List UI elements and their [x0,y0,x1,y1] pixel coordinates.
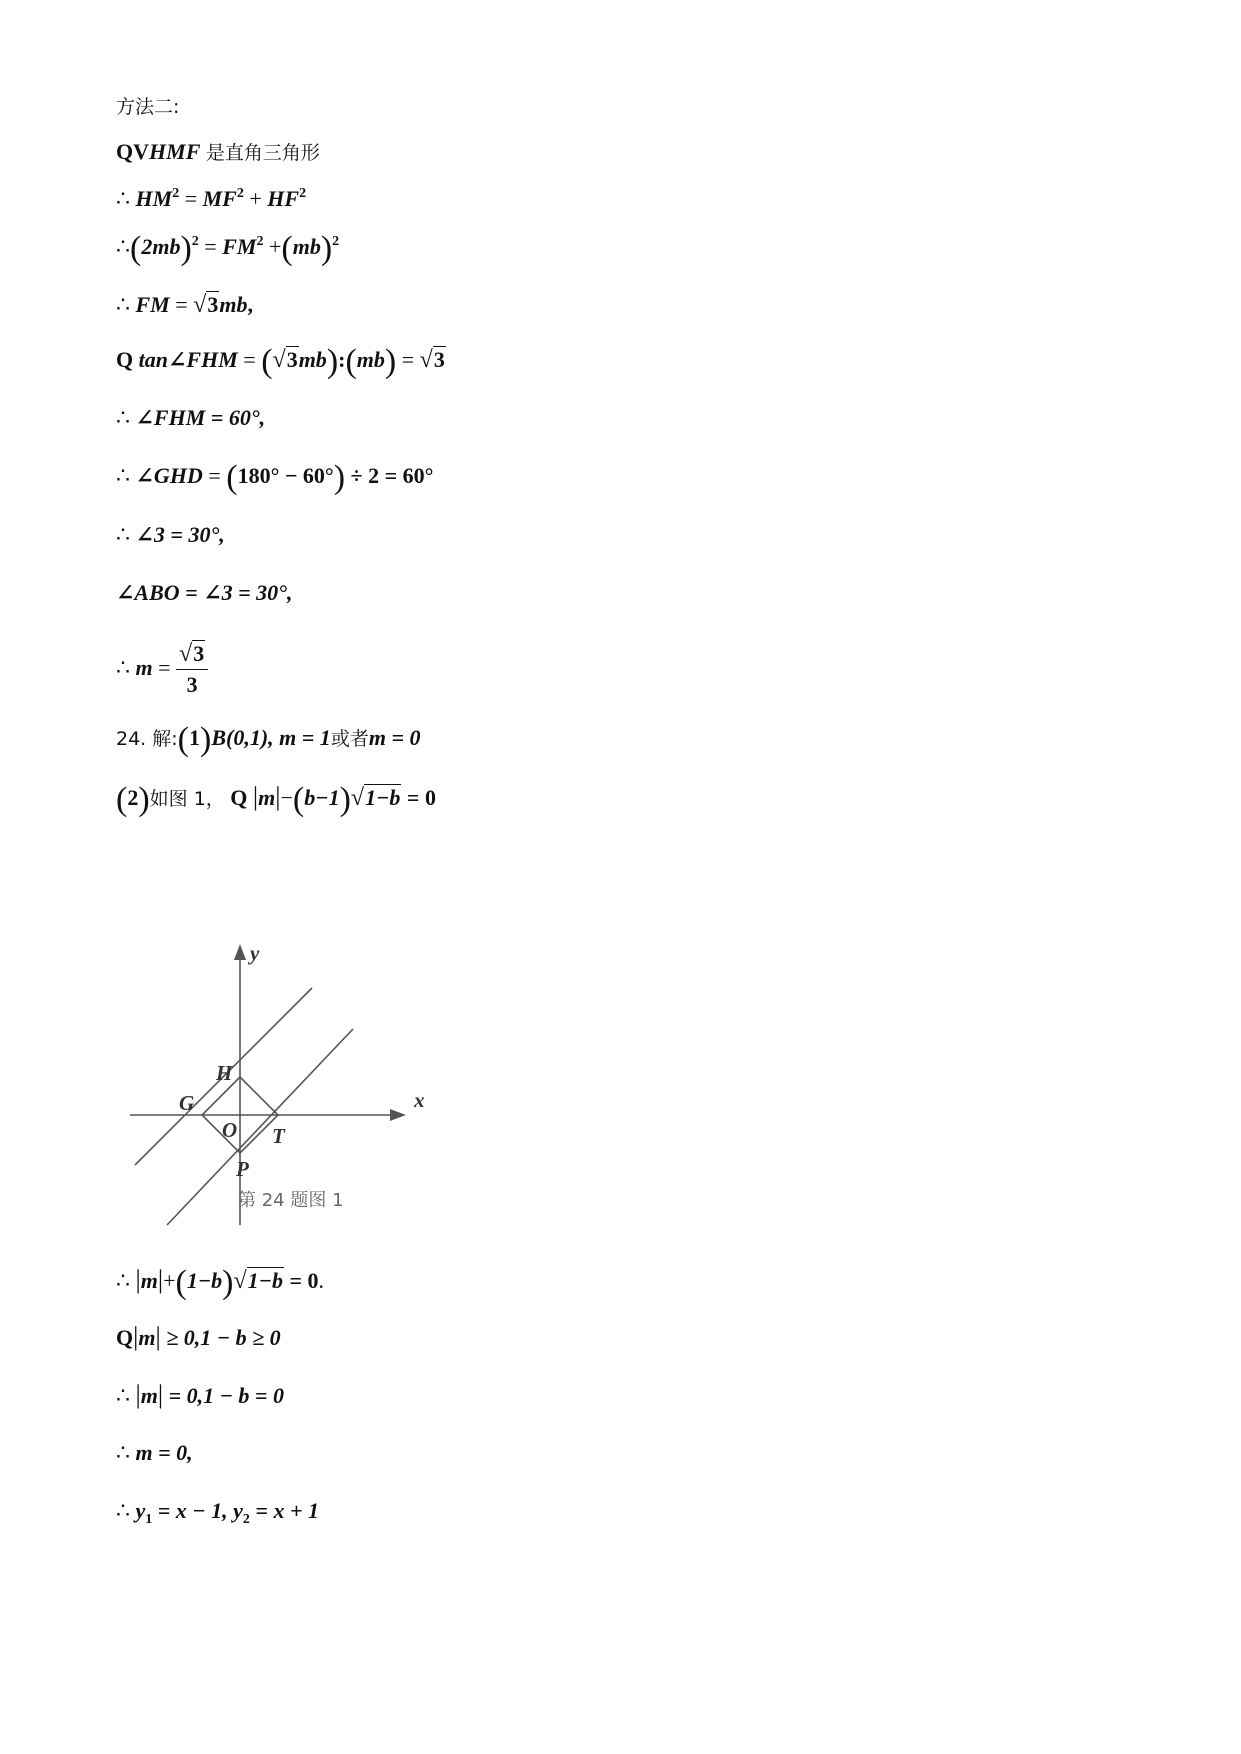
therefore-symbol: ∴ [116,186,130,211]
step-fm-length: ∴ FM = √3mb, [116,292,253,318]
because-symbol: Q [116,139,134,164]
label-y: y [250,941,260,965]
fraction-sqrt3-over-3: $\frac{√3}{3}$ [176,639,208,700]
label-x: x [414,1088,425,1112]
step-substitution: $\therefore(2mb)^2 = FM^2 +(mb)^2$ [116,230,340,267]
step-line-equations: ∴ $y_1 = x - 1$, $y_2 = x + 1$ [116,1498,319,1527]
label-p: P [236,1157,249,1181]
step-pythagoras: ∴ $HM^2 = MF^2 + HF^2$ [116,186,307,211]
label-o: O [222,1118,238,1142]
step-tangent: Q tan∠FHM = (√3mb):(mb) = √3 [116,343,445,380]
y-axis-arrow [234,944,246,960]
step-nonnegative: Q|m| ≥ 0,1 − b ≥ 0 [116,1322,281,1351]
step-m-value: ∴ m = $\frac{√3}{3}$ [116,638,208,700]
figure-caption: 第 24 题图 1 [238,1190,344,1211]
triangle-symbol: V [133,139,150,164]
step-angle-abo: ∠ABO = ∠3 = 30°, [116,580,293,605]
question-24-part-1: 24. 解:(1)B(0,1), m = 1或者m = 0 [116,721,421,758]
step-zero: ∴ |m| = 0,1 − b = 0 [116,1380,284,1409]
step-rewrite: ∴ |m|+(1−b)√1−b = 0. [116,1264,325,1301]
label-h: H [216,1061,233,1085]
label-g: G [179,1091,195,1115]
question-number: 24. 解: [116,728,178,750]
x-axis-arrow [390,1109,406,1121]
step-m-zero: ∴ m = 0, [116,1440,193,1465]
method-two-heading: 方法二: [116,96,180,118]
step-angle-ghd: ∴ ∠GHD = (180° − 60°) ÷ 2 = 60° [116,459,434,496]
step-angle-fhm: ∴ ∠FHM = 60°, [116,405,266,430]
label-t: T [272,1124,285,1148]
question-24-part-2: (2)如图 1， Q |m|−(b−1)√1−b = 0 [116,781,436,818]
sqrt-three: √3 [193,292,219,318]
step-right-triangle [116,137,320,168]
coordinate-figure [130,940,430,1230]
step-angle-three: ∴ ∠3 = 30°, [116,522,225,547]
triangle-name: HMF [149,139,201,164]
right-triangle-text: 是直角三角形 [205,142,320,164]
